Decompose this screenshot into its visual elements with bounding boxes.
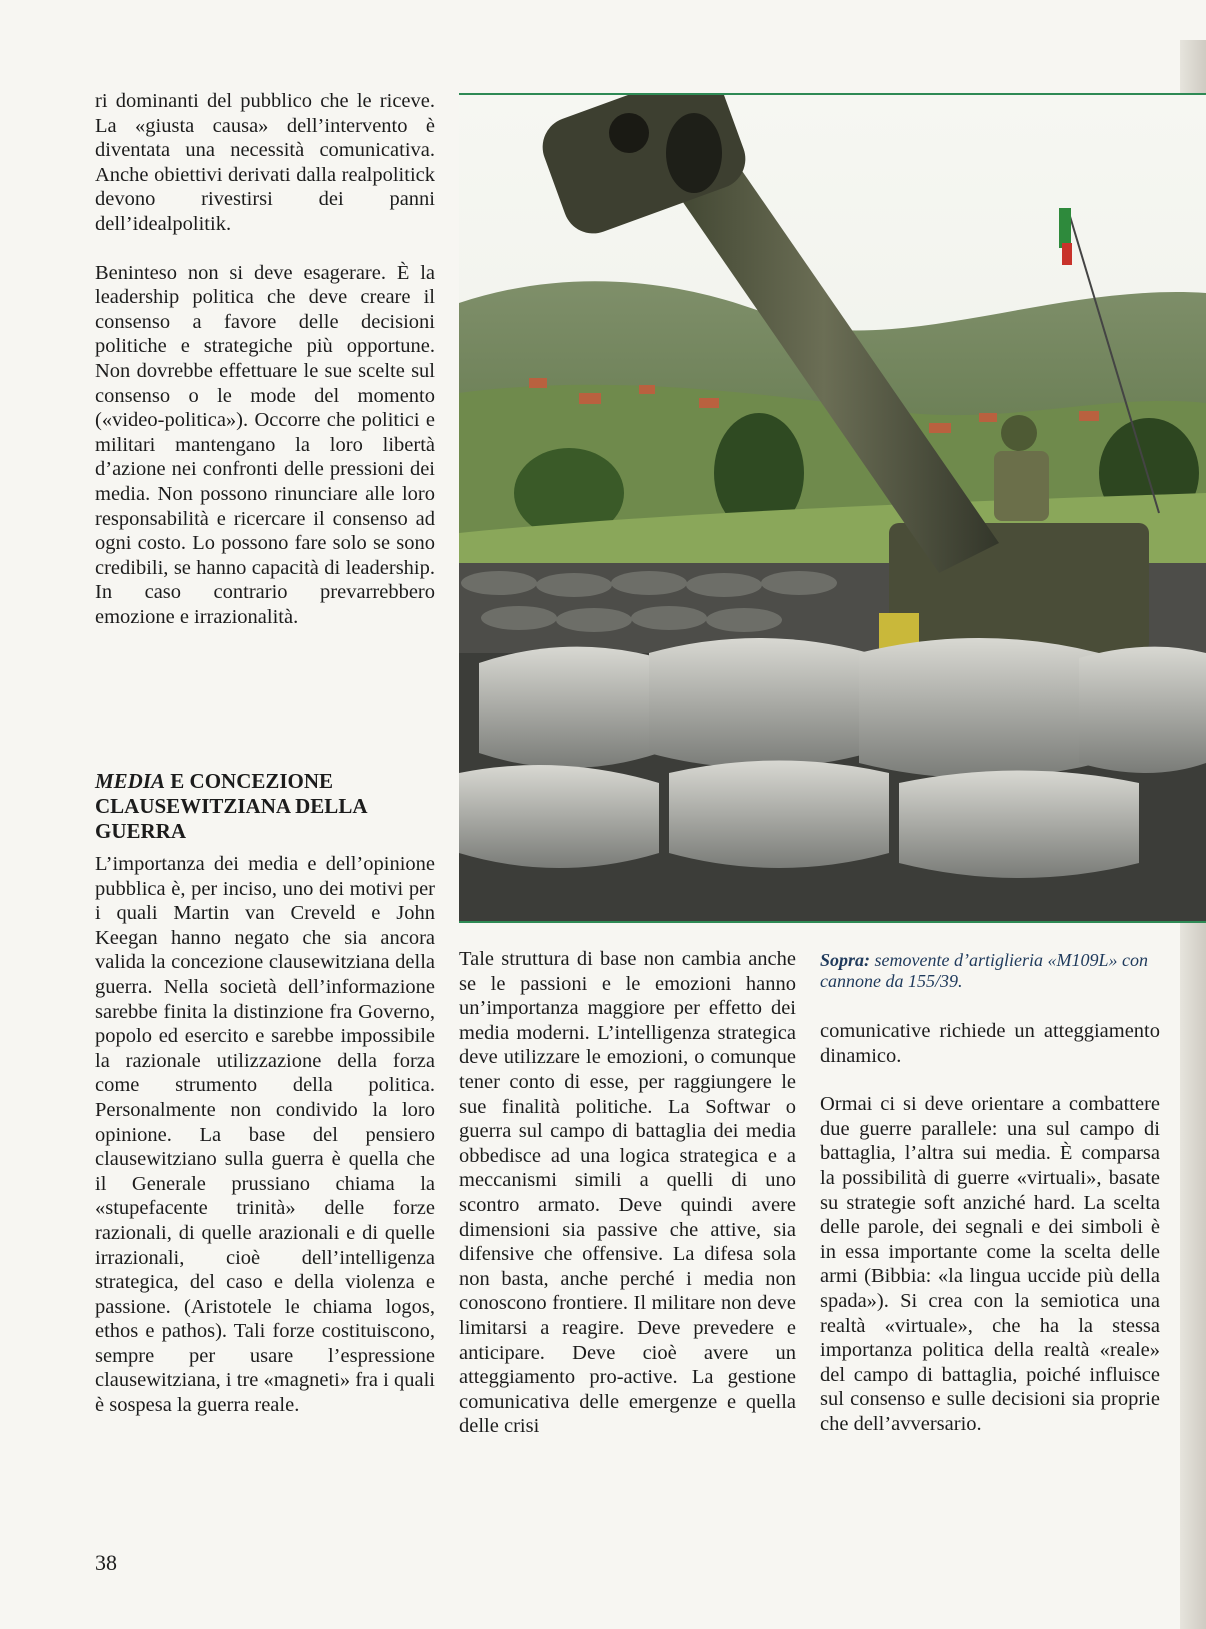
caption-text: semovente d’artiglieria «M109L» con cannone da 155/39. xyxy=(820,950,1148,991)
paragraph: L’importanza dei media e dell’opinione pubblica è, per inciso, uno dei motivi per i quali Martin van Creveld e John Keegan hanno negato che sia ancora valida la concezione clausewitziana della guerra. Nella società dell’informazione sarebbe finita la distinzione fra Governo, popolo ed esercito e sarebbe impossibile la razionale utilizzazione della forza come strumento della politica. Personalmente non condivido la loro opinione. La base del pensiero clausewitziano sulla guerra è quella che il Generale prussiano chiama la «stupefacente trinità» delle forze razionali, di quelle arazionali e di quelle irrazionali, cioè dell’intelligenza strategica, del caso e della violenza e passione. (Aristotele le chiama logos, ethos e pathos). Tali forze costituiscono, sempre per usare l’espressione clausewitziana, i tre «magneti» fra i quali è sospesa la guerra reale. xyxy=(95,853,435,1417)
photo-frame-bottom xyxy=(459,921,1206,923)
column-2 xyxy=(459,947,796,1439)
howitzer-photo xyxy=(459,93,1206,923)
page-number: 38 xyxy=(95,1550,117,1575)
paragraph: Beninteso non si deve esagerare. È la leadership politica che deve creare il consenso a favore delle decisioni politiche e strategiche più opportune. Non dovrebbe effettuare le sue scelte sul consenso o le mode del momento («video-politica»). Occorre che politici e militari mantengano la loro libertà d’azione nei confronti delle pressioni dei media. Non possono rinunciare alle loro responsabilità e ricercare il consenso ad ogni costo. Lo possono fare solo se sono credibili, se hanno capacità di leadership. In caso contrario prevarrebbero emozione e irrazionalità. xyxy=(95,261,435,628)
column-1-bottom xyxy=(95,852,435,1418)
caption-label: Sopra: xyxy=(820,950,871,970)
paragraph: Ormai ci si deve orientare a combattere due guerre parallele: una sul campo di battaglia, l’altra sui media. È comparsa la possibilità di guerre «virtuali», basate su strategie soft anziché hard. La scelta delle parole, dei segnali e dei simboli è in essa importante come la scelta delle armi (Bibbia: «la lingua uccide più della spada»). Si crea con la semiotica una realtà «virtuale», che ha la stessa importanza politica della realtà «reale» del campo di battaglia, poiché influisce sul consenso e sulle decisioni sia proprie che dell’avversario. xyxy=(820,1093,1160,1435)
column-1-top xyxy=(95,89,435,629)
paragraph: comunicative richiede un atteggiamento dinamico. xyxy=(820,1020,1160,1067)
column-3 xyxy=(820,1019,1160,1437)
photo-frame-top xyxy=(459,93,1206,95)
paragraph: ri dominanti del pubblico che le riceve. La «giusta causa» dell’intervento è diventata una necessità comunicativa. Anche obiettivi derivati dalla realpolitick devono rivestirsi dei panni dell’idealpolitik. xyxy=(95,90,435,235)
heading-rest: E CONCEZIONE CLAUSEWITZIANA DELLA GUERRA xyxy=(95,769,367,843)
heading-italic: MEDIA xyxy=(95,769,166,793)
photo-caption xyxy=(820,950,1160,992)
section-heading xyxy=(95,769,440,844)
paragraph: Tale struttura di base non cambia anche se le passioni e le emozioni hanno un’importanza maggiore per effetto dei media moderni. L’intelligenza strategica deve utilizzare le emozioni, o comunque tener conto di esse, per raggiungere le sue finalità politiche. La Softwar o guerra sul campo di battaglia dei media obbedisce ad una logica strategica e a meccanismi simili a quelli di uno scontro armato. Deve quindi avere dimensioni sia passive che attive, sia difensive che offensive. La difesa sola non basta, anche perché i media non conoscono frontiere. Il militare non deve limitarsi a reagire. Deve prevedere e anticipare. Deve cioè avere un atteggiamento pro-active. La gestione comunicativa delle emergenze e quella delle crisi xyxy=(459,948,796,1438)
